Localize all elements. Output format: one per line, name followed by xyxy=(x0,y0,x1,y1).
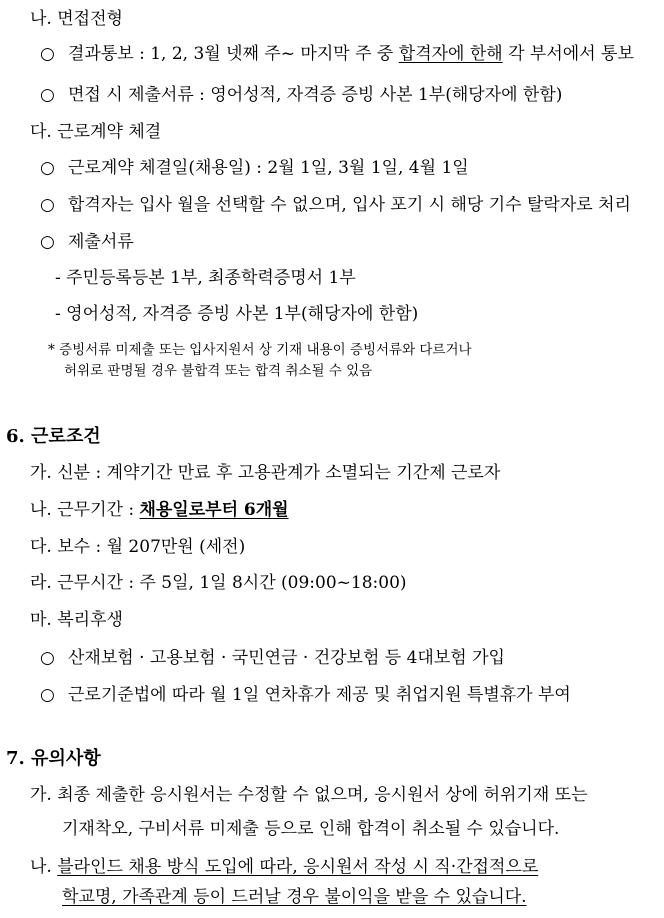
section-na-interview-title: 나. 면접전형 xyxy=(30,9,123,29)
list-item xyxy=(40,84,562,106)
leave-text: 근로기준법에 따라 월 1일 연차휴가 제공 및 취업지원 특별휴가 부여 xyxy=(68,685,571,705)
bullet-icon: ○ xyxy=(40,44,55,64)
passers-only-text: 합격자에 한해 xyxy=(398,44,503,64)
bullet-icon: ○ xyxy=(40,158,55,178)
notice-na-prefix: 나. xyxy=(30,857,58,877)
bullet-icon: ○ xyxy=(40,232,55,252)
employment-status-text: 가. 신분 : 계약기간 만료 후 고용관계가 소멸되는 기간제 근로자 xyxy=(30,463,501,483)
notice-na-line-1 xyxy=(30,856,538,878)
list-item xyxy=(40,684,571,706)
list-item xyxy=(40,194,631,216)
work-period-line xyxy=(30,499,289,521)
note-line-2: 허위로 판명될 경우 불합격 또는 합격 취소될 수 있음 xyxy=(64,363,373,379)
work-period-label: 나. 근무기간 : xyxy=(30,500,140,520)
result-notice-tail: 각 부서에서 통보 xyxy=(502,44,634,64)
bullet-icon: ○ xyxy=(40,685,55,705)
section-6-heading: 6. 근로조건 xyxy=(6,426,101,447)
work-period-value: 채용일로부터 6개월 xyxy=(139,500,289,520)
submit-doc-item-2: - 영어성적, 자격증 증빙 사본 1부(해당자에 한함) xyxy=(55,304,419,324)
contract-date-text: 근로계약 체결일(채용일) : 2월 1일, 3월 1일, 4월 1일 xyxy=(68,158,469,178)
submit-doc-item-1: - 주민등록등본 1부, 최종학력증명서 1부 xyxy=(55,268,356,288)
list-item xyxy=(40,647,505,669)
list-item xyxy=(40,157,469,179)
month-selection-text: 합격자는 입사 월을 선택할 수 없으며, 입사 포기 시 해당 기수 탈락자로 처리 xyxy=(68,195,631,215)
interview-docs-text: 면접 시 제출서류 : 영어성적, 자격증 증빙 사본 1부(해당자에 한함) xyxy=(68,85,563,105)
note-line-1: * 증빙서류 미제출 또는 입사지원서 상 기재 내용이 증빙서류와 다르거나 xyxy=(48,342,472,358)
blind-hiring-text-1: 블라인드 채용 방식 도입에 따라, 응시원서 작성 시 직·간접적으로 xyxy=(57,857,539,877)
submit-docs-label: 제출서류 xyxy=(68,232,134,252)
insurance-text: 산재보험 · 고용보험 · 국민연금 · 건강보험 등 4대보험 가입 xyxy=(68,648,505,668)
bullet-icon: ○ xyxy=(40,85,55,105)
benefits-title: 마. 복리후생 xyxy=(30,610,123,630)
work-hours-text: 라. 근무시간 : 주 5일, 1일 8시간 (09:00~18:00) xyxy=(30,573,407,593)
list-item xyxy=(40,231,134,253)
bullet-icon: ○ xyxy=(40,195,55,215)
blind-hiring-text-2: 학교명, 가족관계 등이 드러날 경우 불이익을 받을 수 있습니다. xyxy=(62,887,527,907)
section-da-contract-title: 다. 근로계약 체결 xyxy=(30,122,162,142)
salary-text: 다. 보수 : 월 207만원 (세전) xyxy=(30,537,246,557)
notice-ga-line-2: 기재착오, 구비서류 미제출 등으로 인해 합격이 취소될 수 있습니다. xyxy=(62,819,560,839)
notice-ga-line-1: 가. 최종 제출한 응시원서는 수정할 수 없으며, 응시원서 상에 허위기재 또는 xyxy=(30,785,588,805)
bullet-icon: ○ xyxy=(40,648,55,668)
list-item xyxy=(40,43,634,65)
section-7-heading: 7. 유의사항 xyxy=(6,748,101,769)
result-notice-text: 결과통보 : 1, 2, 3월 넷째 주~ 마지막 주 중 xyxy=(68,44,399,64)
